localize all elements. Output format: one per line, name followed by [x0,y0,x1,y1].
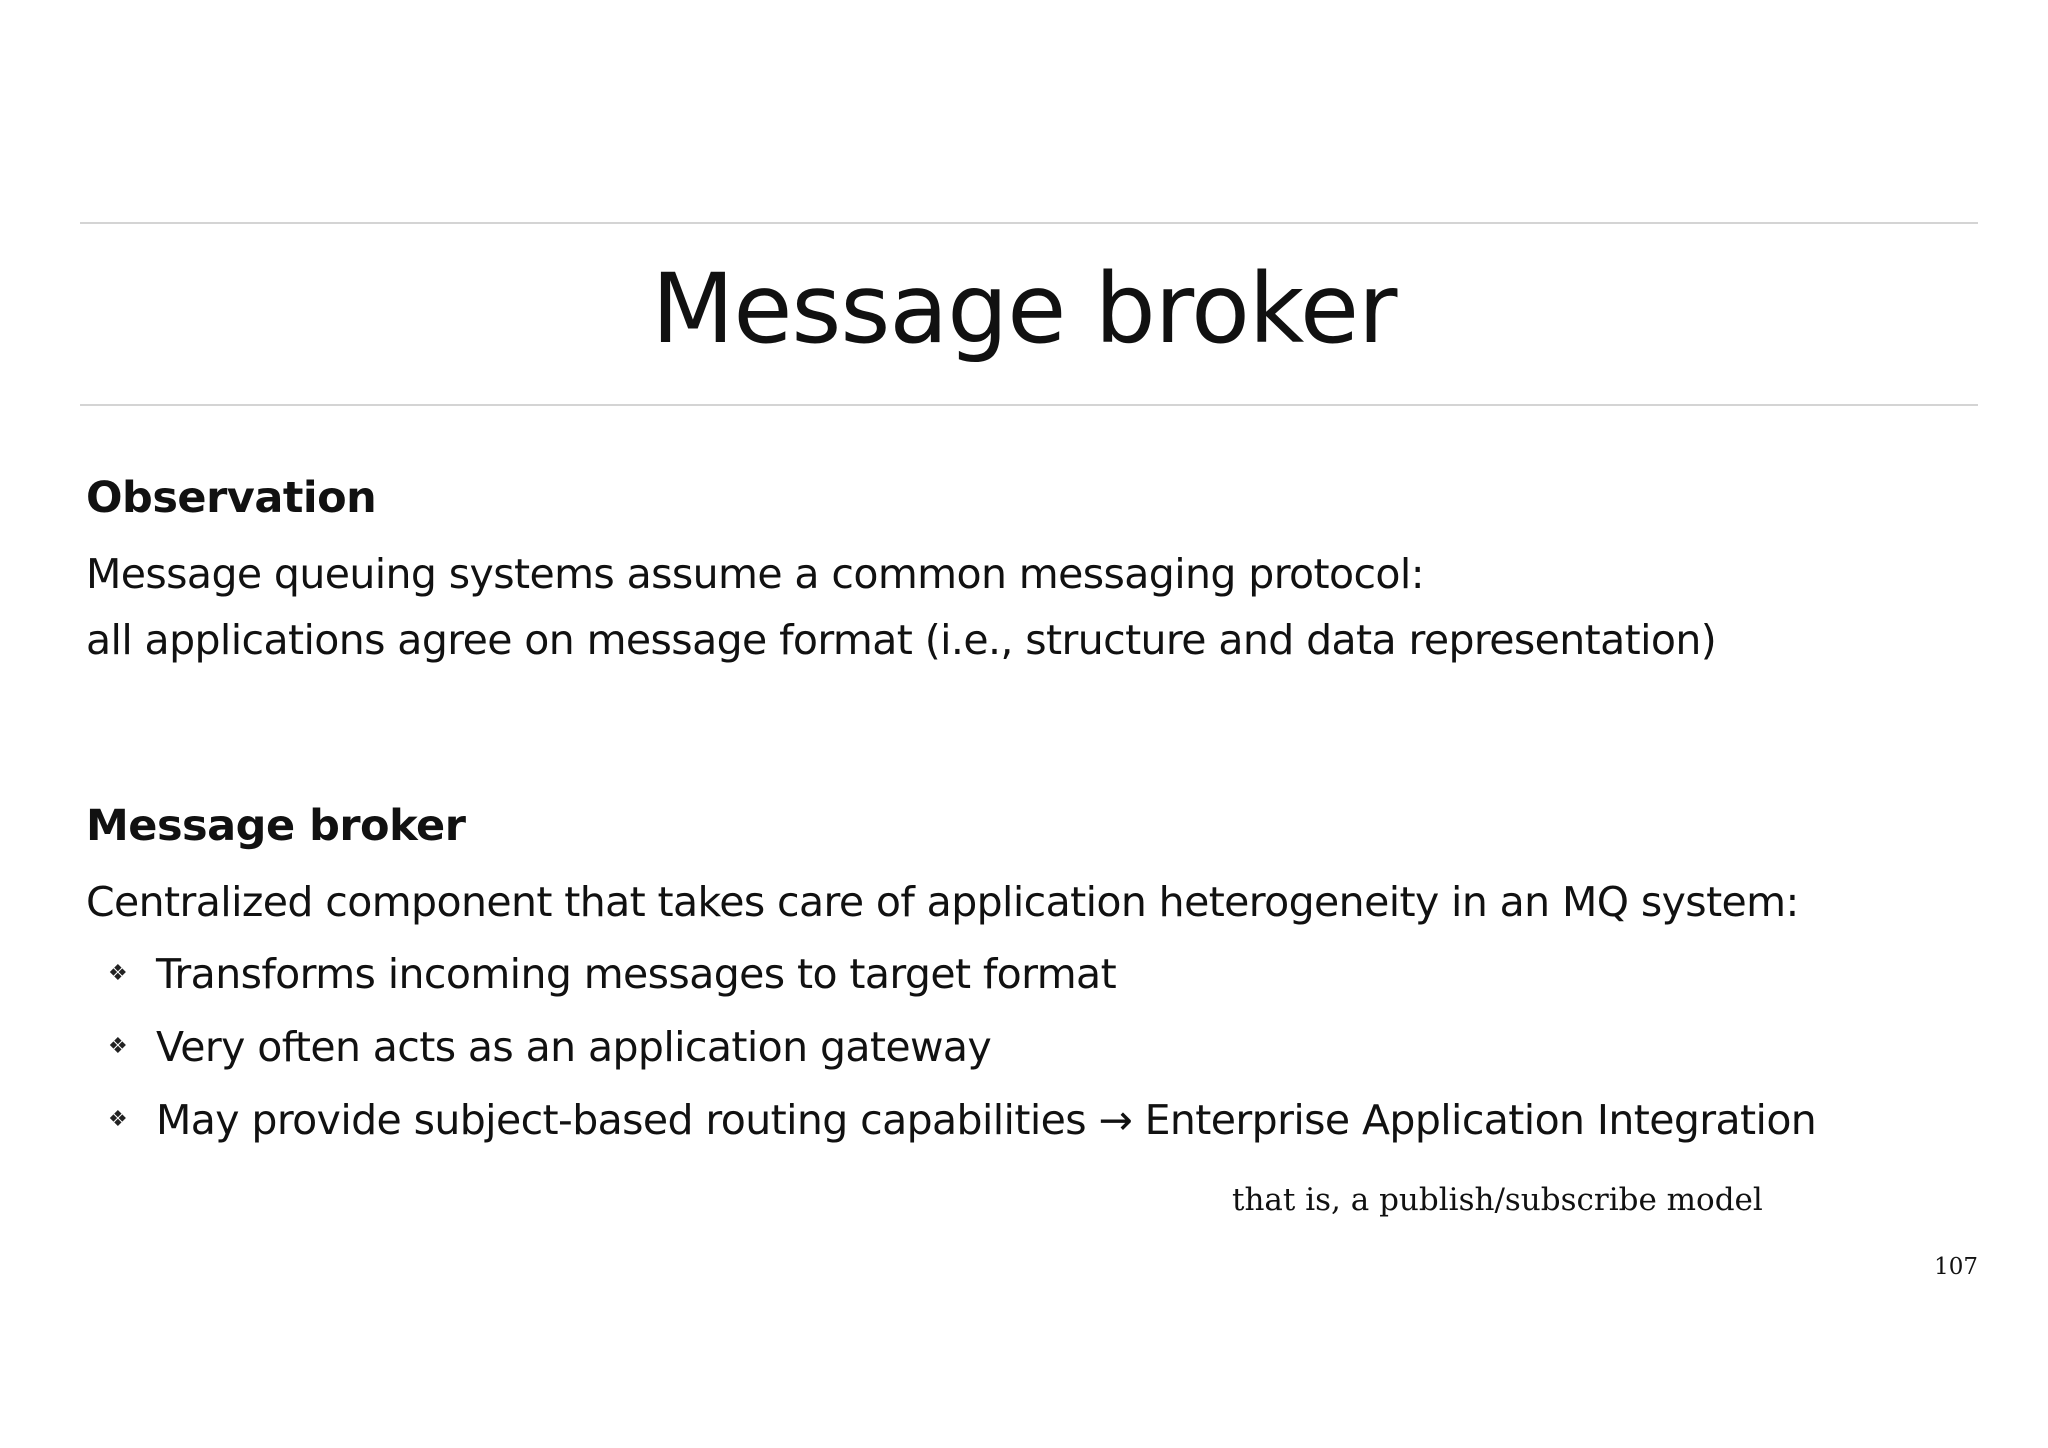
title-top-rule [80,222,1978,224]
bullet-text: May provide subject-based routing capabilities → Enterprise Application Integration [156,1096,1817,1144]
diamond-bullet-icon: ❖ [108,961,128,986]
observation-line-1: Message queuing systems assume a common messaging protocol: [86,550,1424,598]
message-broker-heading: Message broker [86,801,466,851]
message-broker-intro: Centralized component that takes care of application heterogeneity in an MQ system: [86,878,1799,926]
bullet-text: Transforms incoming messages to target format [156,950,1117,998]
bullet-text: Very often acts as an application gateway [156,1023,992,1071]
observation-heading: Observation [86,473,377,523]
publish-subscribe-note: that is, a publish/subscribe model [1232,1182,1763,1218]
diamond-bullet-icon: ❖ [108,1107,128,1132]
page-number: 107 [1934,1254,1978,1280]
diamond-bullet-icon: ❖ [108,1034,128,1059]
slide-title: Message broker [651,253,1397,365]
title-bottom-rule [80,404,1978,406]
observation-line-2: all applications agree on message format (i.e., structure and data representation) [86,616,1717,664]
